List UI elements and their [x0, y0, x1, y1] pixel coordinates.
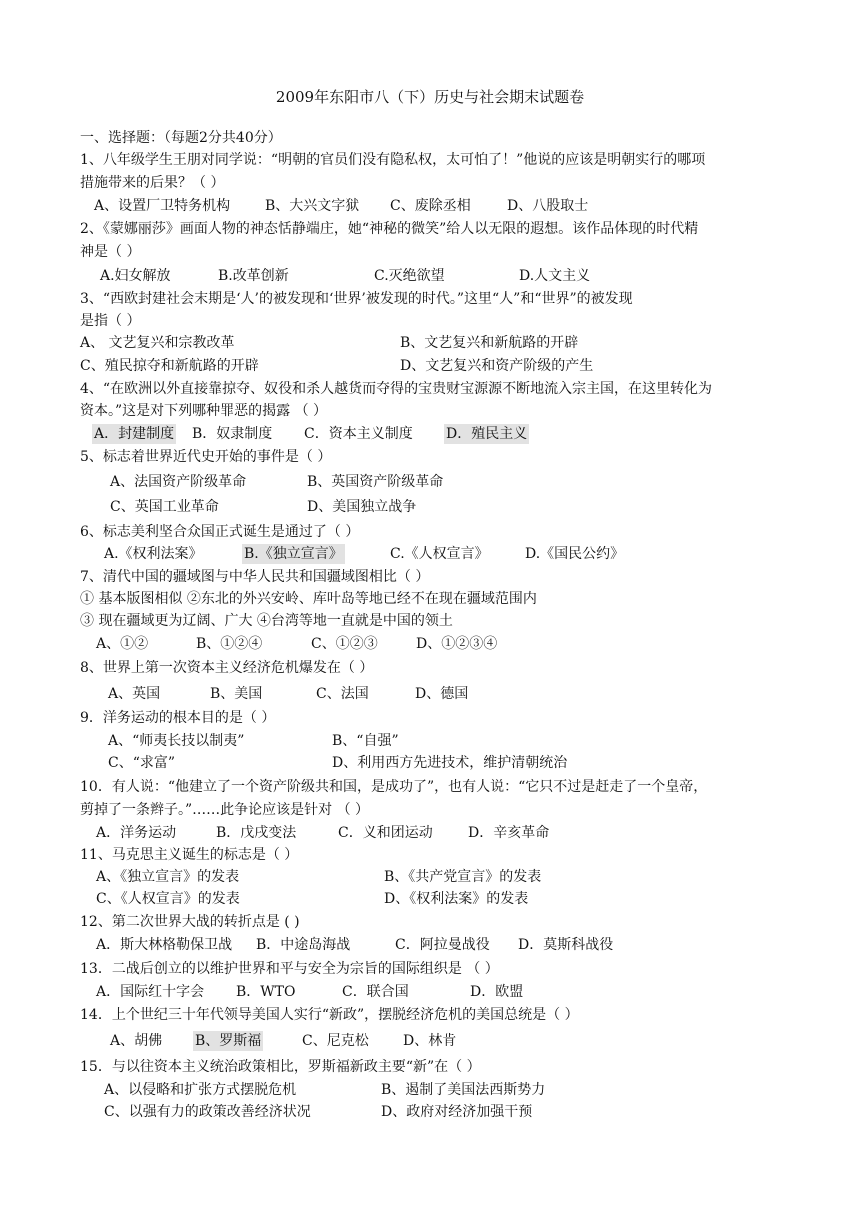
q3-option-c: C、殖民掠夺和新航路的开辟	[80, 358, 259, 374]
q10-option-a: A．洋务运动	[96, 825, 177, 841]
q15-option-d: D、政府对经济加强干预	[381, 1104, 533, 1120]
q4-option-c: C．资本主义制度	[304, 426, 413, 442]
question-2-text-cont: 神是（ ）	[80, 244, 141, 260]
q8-option-d: D、德国	[415, 686, 469, 702]
question-9-text: 9．洋务运动的根本目的是（ ）	[80, 710, 276, 726]
question-1-text-cont: 措施带来的后果？（ ）	[80, 175, 225, 191]
q15-option-a: A、以侵略和扩张方式摆脱危机	[104, 1082, 297, 1098]
q5-option-b: B、英国资产阶级革命	[307, 474, 444, 490]
q10-option-b: B．戊戌变法	[216, 825, 297, 841]
q12-option-a: A．斯大林格勒保卫战	[96, 937, 233, 953]
question-1-text: 1、八年级学生王朋对同学说：“明朝的官员们没有隐私权，太可怕了！”他说的应该是明朝实行的哪项	[80, 152, 706, 168]
question-4-text-cont: 资本。”这是对下列哪种罪恶的揭露 （ ）	[80, 403, 328, 419]
q3-option-a: A、 文艺复兴和宗教改革	[80, 335, 235, 351]
question-5-text: 5、标志着世界近代史开始的事件是（ ）	[80, 449, 332, 465]
question-15-text: 15．与以往资本主义统治政策相比，罗斯福新政主要“新”在（ ）	[80, 1059, 481, 1075]
q8-option-b: B、美国	[210, 686, 263, 702]
question-10-text-cont: 剪掉了一条辫子。”……此争论应该是针对 （ ）	[80, 802, 370, 818]
question-2-text: 2、《蒙娜丽莎》画面人物的神态恬静端庄，她“神秘的微笑”给人以无限的遐想。该作品体现的时代精	[80, 221, 699, 237]
q8-option-a: A、英国	[108, 686, 161, 702]
q9-option-c: C、“求富”	[108, 755, 176, 771]
question-7-text: 7、清代中国的疆域图与中华人民共和国疆域图相比（ ）	[80, 569, 430, 585]
q7-statement-2: ③ 现在疆域更为辽阔、广大 ④台湾等地一直就是中国的领土	[80, 613, 453, 629]
q4-option-a: A．封建制度	[94, 426, 175, 442]
q14-option-b: B、罗斯福	[195, 1033, 262, 1049]
question-6-text: 6、标志美利坚合众国正式诞生是通过了（ ）	[80, 524, 360, 540]
q15-option-c: C、以强有力的政策改善经济状况	[104, 1104, 311, 1120]
q7-option-a: A、①②	[96, 636, 149, 652]
question-12-text: 12、第二次世界大战的转折点是 ( )	[80, 914, 300, 930]
q6-option-c: C.《人权宣言》	[390, 546, 489, 562]
q1-option-c: C、废除丞相	[390, 198, 471, 214]
q3-option-b: B、文艺复兴和新航路的开辟	[400, 335, 579, 351]
question-14-text: 14．上个世纪三十年代领导美国人实行“新政”，摆脱经济危机的美国总统是（ ）	[80, 1007, 579, 1023]
q7-statement-1: ① 基本版图相似 ②东北的外兴安岭、库叶岛等地已经不在现在疆域范围内	[80, 591, 537, 607]
q2-option-c: C.灭绝欲望	[374, 268, 445, 284]
question-8-text: 8、世界上第一次资本主义经济危机爆发在（ ）	[80, 660, 374, 676]
question-11-text: 11、马克思主义诞生的标志是（ ）	[80, 847, 299, 863]
q4-option-d: D．殖民主义	[446, 426, 528, 442]
q11-option-b: B、《共产党宣言》的发表	[384, 869, 542, 885]
q7-option-b: B、①②④	[196, 636, 263, 652]
q7-option-c: C、①②③	[311, 636, 378, 652]
q14-option-c: C、尼克松	[302, 1033, 369, 1049]
q6-option-d: D.《国民公约》	[525, 546, 625, 562]
q9-option-b: B、“自强”	[332, 733, 399, 749]
q14-option-a: A、胡佛	[110, 1033, 163, 1049]
question-3-text-cont: 是指（ ）	[80, 313, 141, 329]
q12-option-b: B．中途岛海战	[256, 937, 351, 953]
q6-option-a: A.《权利法案》	[104, 546, 203, 562]
q10-option-d: D．辛亥革命	[468, 825, 550, 841]
q13-option-c: C．联合国	[342, 984, 409, 1000]
q5-option-d: D、美国独立战争	[307, 499, 417, 515]
q14-option-d: D、林肯	[403, 1033, 457, 1049]
q10-option-c: C．义和团运动	[338, 825, 433, 841]
section-heading: 一、选择题：（每题2分共40分）	[80, 130, 282, 146]
q5-option-a: A、法国资产阶级革命	[110, 474, 247, 490]
q9-option-d: D、利用西方先进技术，维护清朝统治	[332, 755, 568, 771]
q5-option-c: C、英国工业革命	[110, 499, 219, 515]
q12-option-c: C．阿拉曼战役	[395, 937, 490, 953]
q1-option-b: B、大兴文字狱	[265, 198, 360, 214]
q13-option-b: B．WTO	[236, 984, 296, 1000]
q15-option-b: B、遏制了美国法西斯势力	[381, 1082, 546, 1098]
q8-option-c: C、法国	[316, 686, 369, 702]
q2-option-a: A.妇女解放	[100, 268, 171, 284]
q2-option-b: B.改革创新	[218, 268, 289, 284]
q1-option-a: A、设置厂卫特务机构	[94, 198, 231, 214]
q4-option-b: B．奴隶制度	[192, 426, 273, 442]
q13-option-d: D．欧盟	[470, 984, 524, 1000]
q11-option-c: C、《人权宣言》的发表	[96, 891, 240, 907]
q11-option-d: D、《权利法案》的发表	[384, 891, 529, 907]
question-13-text: 13．二战后创立的以维护世界和平与安全为宗旨的国际组织是 （ ）	[80, 961, 499, 977]
q6-option-b: B.《独立宣言》	[244, 546, 343, 562]
q12-option-d: D．莫斯科战役	[518, 937, 614, 953]
question-10-text: 10．有人说：“他建立了一个资产阶级共和国，是成功了”，也有人说：“它只不过是赶走了一个皇帝，	[80, 779, 708, 795]
q3-option-d: D、文艺复兴和资产阶级的产生	[400, 358, 594, 374]
q13-option-a: A．国际红十字会	[96, 984, 205, 1000]
q9-option-a: A、“师夷长技以制夷”	[108, 733, 245, 749]
question-3-text: 3、“西欧封建社会末期是‘人’的被发现和‘世界’被发现的时代。”这里“人”和“世界”的被发现	[80, 291, 633, 307]
q1-option-d: D、八股取士	[507, 198, 589, 214]
question-4-text: 4、“在欧洲以外直接靠掠夺、奴役和杀人越货而夺得的宝贵财宝源源不断地流入宗主国，在这里转化为	[80, 381, 713, 397]
q2-option-d: D.人文主义	[519, 268, 591, 284]
q7-option-d: D、①②③④	[416, 636, 498, 652]
q11-option-a: A、《独立宣言》的发表	[96, 869, 240, 885]
page-title: 2009年东阳市八（下）历史与社会期末试题卷	[275, 88, 585, 106]
